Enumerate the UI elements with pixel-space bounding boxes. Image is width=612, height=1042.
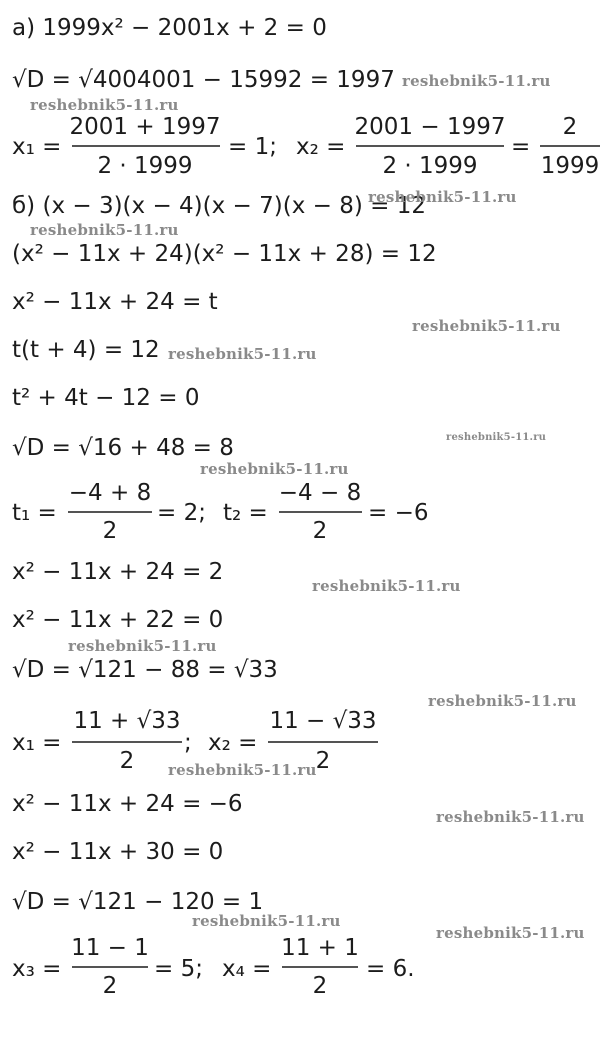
t1-value: = 2; — [157, 500, 206, 526]
x1-label: x₁ = — [12, 134, 62, 160]
watermark: reshebnik5-11.ru — [402, 72, 551, 90]
x2-denominator: 2 · 1999 — [382, 153, 478, 179]
x2-equals: = — [511, 134, 531, 160]
case1-x2-numerator: 11 − √33 — [269, 708, 377, 734]
x1-numerator: 2001 + 1997 — [69, 114, 221, 140]
t-roots — [12, 480, 429, 544]
case1-x2-denominator: 2 — [315, 748, 331, 774]
case2-quadratic: x² − 11x + 30 = 0 — [12, 839, 224, 865]
t1-numerator: −4 + 8 — [68, 480, 152, 506]
case1-x1-denominator: 2 — [119, 748, 135, 774]
case1-equation: x² − 11x + 24 = 2 — [12, 559, 224, 585]
x4-denominator: 2 — [312, 973, 328, 999]
watermark: reshebnik5-11.ru — [168, 345, 317, 363]
watermark: reshebnik5-11.ru — [68, 637, 217, 655]
part-a-equation: а) 1999x² − 2001x + 2 = 0 — [12, 15, 327, 41]
part-b-regrouped: (x² − 11x + 24)(x² − 11x + 28) = 12 — [12, 241, 437, 267]
t2-numerator: −4 − 8 — [278, 480, 362, 506]
x2-result-denominator: 1999 — [540, 153, 600, 179]
case2-roots — [12, 935, 415, 999]
x2-label: x₂ = — [296, 134, 346, 160]
x3-numerator: 11 − 1 — [71, 935, 149, 961]
watermark: reshebnik5-11.ru — [192, 912, 341, 930]
watermark: reshebnik5-11.ru — [312, 577, 461, 595]
case1-x1-tail: ; — [184, 730, 192, 756]
x1-denominator: 2 · 1999 — [97, 153, 193, 179]
watermark: reshebnik5-11.ru — [428, 692, 577, 710]
part-a-discriminant: √D = √4004001 − 15992 = 1997 — [12, 67, 395, 93]
t-equation: t(t + 4) = 12 — [12, 337, 160, 363]
x4-numerator: 11 + 1 — [281, 935, 359, 961]
x2-numerator: 2001 − 1997 — [354, 114, 506, 140]
watermark: reshebnik5-11.ru — [368, 188, 517, 206]
case1-quadratic: x² − 11x + 22 = 0 — [12, 607, 224, 633]
t-discriminant: √D = √16 + 48 = 8 — [12, 435, 234, 461]
watermark: reshebnik5-11.ru — [446, 432, 547, 443]
watermark: reshebnik5-11.ru — [436, 924, 585, 942]
x4-label: x₄ = — [222, 956, 272, 982]
watermark: reshebnik5-11.ru — [436, 808, 585, 826]
case1-x1-numerator: 11 + √33 — [73, 708, 181, 734]
case1-discriminant: √D = √121 − 88 = √33 — [12, 657, 278, 683]
part-b-equation: б) (x − 3)(x − 4)(x − 7)(x − 8) = 12 — [12, 193, 426, 219]
case2-discriminant: √D = √121 − 120 = 1 — [12, 889, 264, 915]
watermark: reshebnik5-11.ru — [30, 221, 179, 239]
case1-x1-label: x₁ = — [12, 730, 62, 756]
watermark: reshebnik5-11.ru — [168, 761, 317, 779]
t1-denominator: 2 — [102, 518, 118, 544]
x3-denominator: 2 — [102, 973, 118, 999]
substitution: x² − 11x + 24 = t — [12, 289, 218, 315]
x3-label: x₃ = — [12, 956, 62, 982]
t-quadratic: t² + 4t − 12 = 0 — [12, 385, 200, 411]
case1-x2-label: x₂ = — [208, 730, 258, 756]
x4-value: = 6. — [366, 956, 415, 982]
case2-equation: x² − 11x + 24 = −6 — [12, 791, 243, 817]
watermark: reshebnik5-11.ru — [412, 317, 561, 335]
t2-label: t₂ = — [223, 500, 268, 526]
x1-value: = 1; — [228, 134, 277, 160]
x2-result-numerator: 2 — [562, 114, 578, 140]
t2-value: = −6 — [368, 500, 429, 526]
watermark: reshebnik5-11.ru — [30, 96, 179, 114]
x3-value: = 5; — [154, 956, 203, 982]
t2-denominator: 2 — [312, 518, 328, 544]
t1-label: t₁ = — [12, 500, 57, 526]
part-a-roots — [12, 114, 600, 179]
watermark: reshebnik5-11.ru — [200, 460, 349, 478]
